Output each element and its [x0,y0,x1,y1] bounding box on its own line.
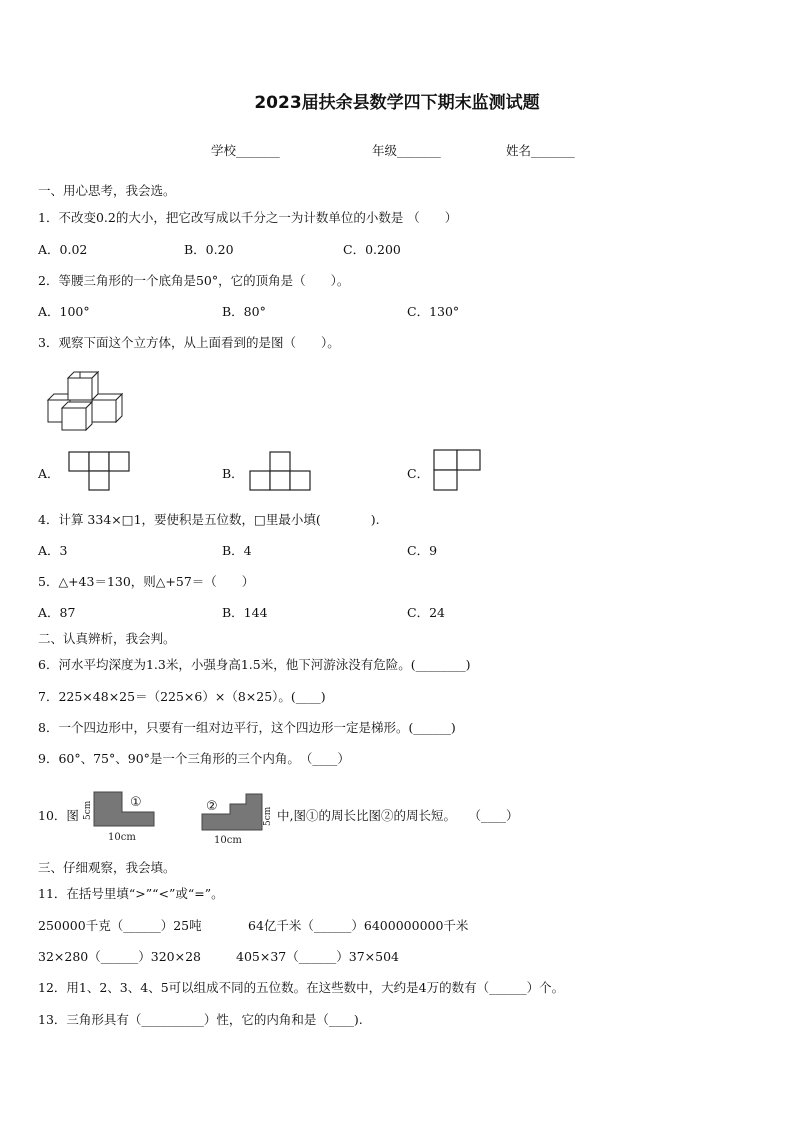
q11-item-2: 64亿千米（______）6400000000千米 [248,918,469,933]
q10-fig1-mark: ① [130,795,142,810]
q4-option-a: A．3 [38,543,68,558]
q10-fig2-bottom-label: 10cm [214,835,242,846]
q5-option-c: C．24 [407,605,445,620]
q3-text: 3．观察下面这个立方体，从上面看到的是图（ ）。 [38,335,340,350]
q1-option-a: A．0.02 [38,242,88,257]
q2-text: 2．等腰三角形的一个底角是50°，它的顶角是（ ）。 [38,273,350,288]
q3-option-a-figure [68,451,132,491]
q3-option-b: B． [222,466,244,481]
q5-option-a: A．87 [38,605,76,620]
cube-stack-figure [44,370,124,432]
q1-option-c: C．0.200 [343,242,401,257]
q6-text: 6．河水平均深度为1.3米，小强身高1.5米，他下河游泳没有危险。(________) [38,657,471,672]
q3-option-c: C． [407,466,430,481]
q4-text: 4．计算 334×□1，要使积是五位数，□里最小填( ). [38,512,380,527]
school-field: 学校_______ [211,143,280,158]
q11-text: 11．在括号里填“>”“<”或“=”。 [38,886,224,901]
q11-item-1: 250000千克（______）25吨 [38,918,202,933]
q4-option-c: C．9 [407,543,438,558]
q3-option-c-figure [433,449,483,491]
q4-option-b: B．4 [222,543,252,558]
q5-option-b: B．144 [222,605,268,620]
q2-option-a: A．100° [38,304,90,319]
q7-text: 7．225×48×25＝（225×6）×（8×25）。(____) [38,689,326,704]
q10-fig2-mark: ② [206,799,218,814]
q10-fig2-side-label: 5cm [263,806,273,826]
q10-fig1-side-label: 5cm [83,800,93,820]
q2-option-b: B．80° [222,304,266,319]
q10-figure-1 [82,790,162,844]
name-field: 姓名_______ [506,143,575,158]
q10-prefix: 10．图 [38,808,79,823]
q9-text: 9．60°、75°、90°是一个三角形的三个内角。 （____） [38,751,350,766]
q5-text: 5．△+43＝130，则△+57＝（ ） [38,574,255,589]
q8-text: 8．一个四边形中，只要有一组对边平行，这个四边形一定是梯形。(______) [38,720,456,735]
section1-heading: 一、用心思考，我会选。 [38,183,176,198]
q3-option-b-figure [249,451,313,491]
q2-option-c: C．130° [407,304,460,319]
q13-text: 13．三角形具有（__________）性，它的内角和是（____). [38,1012,363,1027]
q1-option-b: B．0.20 [184,242,234,257]
q11-item-3: 32×280（______）320×28 [38,949,201,964]
q3-option-a: A． [38,466,60,481]
q1-text: 1．不改变0.2的大小，把它改写成以千分之一为计数单位的小数是 （ ） [38,210,458,225]
q10-suffix: 中,图①的周长比图②的周长短。 （____） [277,808,519,823]
section2-heading: 二、认真辨析，我会判。 [38,631,176,646]
q11-item-4: 405×37（______）37×504 [236,949,399,964]
section3-heading: 三、仔细观察，我会填。 [38,860,176,875]
grade-field: 年级_______ [372,143,441,158]
q10-fig1-bottom-label: 10cm [108,832,136,843]
q10-figure-2 [200,790,280,846]
q12-text: 12．用1、2、3、4、5可以组成不同的五位数。在这些数中，大约是4万的数有（______）个。 [38,980,565,995]
page-title: 2023届扶余县数学四下期末监测试题 [254,93,540,113]
